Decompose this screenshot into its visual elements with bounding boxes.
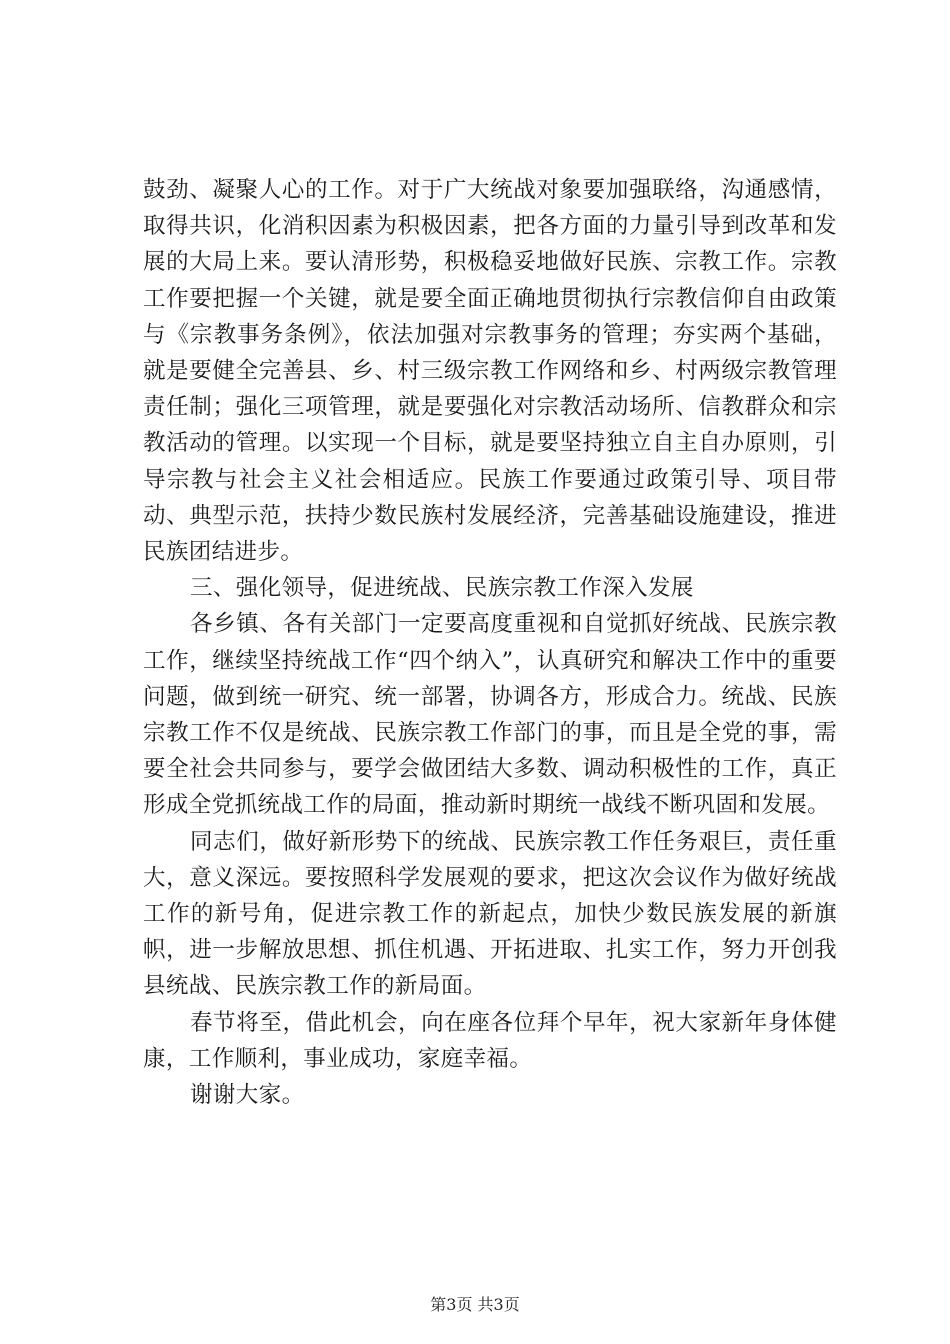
paragraph-thanks: 谢谢大家。 (190, 1082, 305, 1109)
paragraph-comrades: 同志们，做好新形势下的统战、民族宗教工作任务艰巨，责任重大，意义深远。要按照科学发展观的要求，把这次会议作为做好统战工作的新号角，促进宗教工作的新起点，加快少数民族发展的新旗帜，进一步解放思想、抓住机遇、开拓进取、扎实工作，努力开创我县统战、民族宗教工作的新局面。 (143, 828, 837, 1000)
page-number-footer: 第3页 共3页 (430, 1295, 520, 1314)
paragraph-greetings: 春节将至，借此机会，向在座各位拜个早年，祝大家新年身体健康，工作顺利，事业成功，家庭幸福。 (143, 1009, 837, 1072)
paragraph-continuation: 鼓劲、凝聚人心的工作。对于广大统战对象要加强联络，沟通感情，取得共识，化消积因素为积极因素，把各方面的力量引导到改革和发展的大局上来。要认清形势，积极稳妥地做好民族、宗教工作。宗教工作要把握一个关键，就是要全面正确地贯彻执行宗教信仰自由政策与《宗教事务条例》，依法加强对宗教事务的管理；夯实两个基础，就是要健全完善县、乡、村三级宗教工作网络和乡、村两级宗教管理责任制；强化三项管理，就是要强化对宗教活动场所、信教群众和宗教活动的管理。以实现一个目标，就是要坚持独立自主自办原则，引导宗教与社会主义社会相适应。民族工作要通过政策引导、项目带动、典型示范，扶持少数民族村发展经济，完善基础设施建设，推进民族团结进步。 (143, 177, 837, 566)
document-body (143, 172, 837, 1113)
paragraph-leadership: 各乡镇、各有关部门一定要高度重视和自觉抓好统战、民族宗教工作，继续坚持统战工作“四个纳入”，认真研究和解决工作中的重要问题，做到统一研究、统一部署，协调各方，形成合力。统战、民族宗教工作不仅是统战、民族宗教工作部门的事，而且是全党的事，需要全社会共同参与，要学会做团结大多数、调动积极性的工作，真正形成全党抓统战工作的局面，推动新时期统一战线不断巩固和发展。 (143, 611, 837, 819)
section-heading: 三、强化领导，促进统战、民族宗教工作深入发展 (190, 575, 694, 602)
